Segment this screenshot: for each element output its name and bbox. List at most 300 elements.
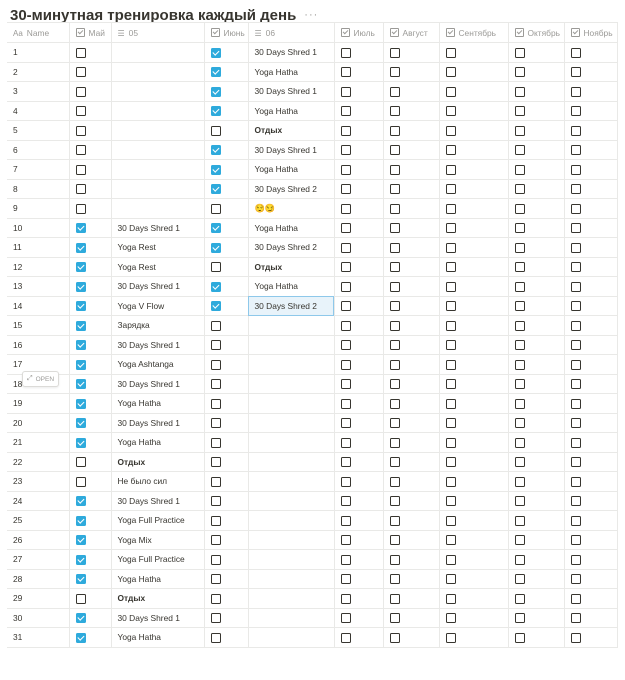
- october-checkbox-cell[interactable]: [508, 62, 564, 82]
- october-checkbox-cell[interactable]: [508, 452, 564, 472]
- row-name-cell[interactable]: [7, 452, 69, 472]
- july-checkbox-cell[interactable]: [334, 491, 383, 511]
- checkbox-unchecked[interactable]: [515, 379, 525, 389]
- checkbox-unchecked[interactable]: [390, 360, 400, 370]
- september-checkbox-cell[interactable]: [439, 335, 508, 355]
- table-row[interactable]: [7, 199, 617, 219]
- may-checkbox-cell[interactable]: [69, 43, 111, 63]
- july-checkbox-cell[interactable]: [334, 433, 383, 453]
- column-header-july[interactable]: Июль: [334, 23, 383, 43]
- november-checkbox-cell[interactable]: [564, 257, 617, 277]
- checkbox-unchecked[interactable]: [211, 535, 221, 545]
- checkbox-checked[interactable]: [76, 379, 86, 389]
- checkbox-unchecked[interactable]: [341, 418, 351, 428]
- august-checkbox-cell[interactable]: [383, 316, 439, 336]
- checkbox-unchecked[interactable]: [341, 48, 351, 58]
- june-workout-cell[interactable]: [248, 374, 334, 394]
- checkbox-unchecked[interactable]: [571, 223, 581, 233]
- checkbox-unchecked[interactable]: [571, 87, 581, 97]
- checkbox-unchecked[interactable]: [390, 418, 400, 428]
- may-workout-cell[interactable]: [111, 199, 204, 219]
- august-checkbox-cell[interactable]: [383, 550, 439, 570]
- checkbox-checked[interactable]: [211, 87, 221, 97]
- checkbox-unchecked[interactable]: [515, 574, 525, 584]
- september-checkbox-cell[interactable]: [439, 82, 508, 102]
- july-checkbox-cell[interactable]: [334, 296, 383, 316]
- checkbox-unchecked[interactable]: [515, 516, 525, 526]
- november-checkbox-cell[interactable]: [564, 82, 617, 102]
- september-checkbox-cell[interactable]: [439, 140, 508, 160]
- checkbox-checked[interactable]: [211, 282, 221, 292]
- august-checkbox-cell[interactable]: [383, 277, 439, 297]
- column-header-october[interactable]: Октябрь: [508, 23, 564, 43]
- june-workout-cell[interactable]: [248, 62, 334, 82]
- checkbox-unchecked[interactable]: [76, 48, 86, 58]
- checkbox-checked[interactable]: [76, 243, 86, 253]
- checkbox-unchecked[interactable]: [446, 282, 456, 292]
- checkbox-unchecked[interactable]: [446, 184, 456, 194]
- june-checkbox-cell[interactable]: [204, 374, 248, 394]
- checkbox-unchecked[interactable]: [211, 321, 221, 331]
- checkbox-unchecked[interactable]: [571, 321, 581, 331]
- may-checkbox-cell[interactable]: [69, 277, 111, 297]
- checkbox-unchecked[interactable]: [341, 262, 351, 272]
- table-row[interactable]: [7, 277, 617, 297]
- checkbox-unchecked[interactable]: [446, 321, 456, 331]
- column-header-may[interactable]: Май: [69, 23, 111, 43]
- august-checkbox-cell[interactable]: [383, 82, 439, 102]
- checkbox-unchecked[interactable]: [515, 223, 525, 233]
- september-checkbox-cell[interactable]: [439, 160, 508, 180]
- october-checkbox-cell[interactable]: [508, 316, 564, 336]
- june-workout-cell[interactable]: [248, 238, 334, 258]
- table-row[interactable]: [7, 238, 617, 258]
- august-checkbox-cell[interactable]: [383, 472, 439, 492]
- july-checkbox-cell[interactable]: [334, 530, 383, 550]
- checkbox-unchecked[interactable]: [211, 594, 221, 604]
- checkbox-unchecked[interactable]: [446, 87, 456, 97]
- september-checkbox-cell[interactable]: [439, 199, 508, 219]
- checkbox-unchecked[interactable]: [390, 496, 400, 506]
- june-workout-cell[interactable]: [248, 472, 334, 492]
- checkbox-unchecked[interactable]: [515, 145, 525, 155]
- may-workout-cell[interactable]: [111, 491, 204, 511]
- november-checkbox-cell[interactable]: [564, 121, 617, 141]
- june-checkbox-cell[interactable]: [204, 589, 248, 609]
- september-checkbox-cell[interactable]: [439, 316, 508, 336]
- checkbox-unchecked[interactable]: [341, 165, 351, 175]
- september-checkbox-cell[interactable]: [439, 238, 508, 258]
- table-row[interactable]: [7, 257, 617, 277]
- checkbox-unchecked[interactable]: [76, 204, 86, 214]
- may-checkbox-cell[interactable]: [69, 374, 111, 394]
- checkbox-unchecked[interactable]: [446, 48, 456, 58]
- checkbox-unchecked[interactable]: [515, 48, 525, 58]
- checkbox-unchecked[interactable]: [390, 340, 400, 350]
- checkbox-unchecked[interactable]: [211, 204, 221, 214]
- june-checkbox-cell[interactable]: [204, 316, 248, 336]
- july-checkbox-cell[interactable]: [334, 472, 383, 492]
- june-workout-cell[interactable]: [248, 413, 334, 433]
- november-checkbox-cell[interactable]: [564, 550, 617, 570]
- june-checkbox-cell[interactable]: [204, 335, 248, 355]
- checkbox-unchecked[interactable]: [446, 204, 456, 214]
- november-checkbox-cell[interactable]: [564, 628, 617, 648]
- may-workout-cell[interactable]: [111, 218, 204, 238]
- column-header-name[interactable]: Aa Name: [7, 23, 69, 43]
- checkbox-unchecked[interactable]: [341, 106, 351, 116]
- october-checkbox-cell[interactable]: [508, 608, 564, 628]
- checkbox-unchecked[interactable]: [390, 301, 400, 311]
- october-checkbox-cell[interactable]: [508, 433, 564, 453]
- june-workout-cell[interactable]: [248, 101, 334, 121]
- june-checkbox-cell[interactable]: [204, 433, 248, 453]
- checkbox-unchecked[interactable]: [515, 262, 525, 272]
- july-checkbox-cell[interactable]: [334, 82, 383, 102]
- may-checkbox-cell[interactable]: [69, 550, 111, 570]
- checkbox-unchecked[interactable]: [341, 145, 351, 155]
- row-name-cell[interactable]: [7, 316, 69, 336]
- row-name-cell[interactable]: [7, 628, 69, 648]
- checkbox-unchecked[interactable]: [571, 438, 581, 448]
- checkbox-unchecked[interactable]: [446, 67, 456, 77]
- june-workout-cell[interactable]: [248, 491, 334, 511]
- september-checkbox-cell[interactable]: [439, 43, 508, 63]
- october-checkbox-cell[interactable]: [508, 257, 564, 277]
- june-checkbox-cell[interactable]: [204, 199, 248, 219]
- checkbox-unchecked[interactable]: [211, 360, 221, 370]
- november-checkbox-cell[interactable]: [564, 101, 617, 121]
- checkbox-unchecked[interactable]: [446, 633, 456, 643]
- checkbox-unchecked[interactable]: [446, 535, 456, 545]
- july-checkbox-cell[interactable]: [334, 394, 383, 414]
- august-checkbox-cell[interactable]: [383, 121, 439, 141]
- checkbox-unchecked[interactable]: [390, 48, 400, 58]
- may-workout-cell[interactable]: [111, 530, 204, 550]
- august-checkbox-cell[interactable]: [383, 101, 439, 121]
- row-name-cell[interactable]: [7, 394, 69, 414]
- checkbox-unchecked[interactable]: [571, 126, 581, 136]
- table-row[interactable]: [7, 452, 617, 472]
- row-name-cell[interactable]: [7, 160, 69, 180]
- checkbox-checked[interactable]: [76, 633, 86, 643]
- checkbox-unchecked[interactable]: [390, 145, 400, 155]
- november-checkbox-cell[interactable]: [564, 452, 617, 472]
- may-workout-cell[interactable]: [111, 355, 204, 375]
- row-name-cell[interactable]: [7, 433, 69, 453]
- september-checkbox-cell[interactable]: [439, 218, 508, 238]
- checkbox-unchecked[interactable]: [341, 184, 351, 194]
- checkbox-checked[interactable]: [76, 223, 86, 233]
- september-checkbox-cell[interactable]: [439, 569, 508, 589]
- may-workout-cell[interactable]: [111, 82, 204, 102]
- august-checkbox-cell[interactable]: [383, 433, 439, 453]
- checkbox-checked[interactable]: [211, 67, 221, 77]
- checkbox-unchecked[interactable]: [571, 360, 581, 370]
- checkbox-unchecked[interactable]: [446, 340, 456, 350]
- table-row[interactable]: [7, 82, 617, 102]
- checkbox-unchecked[interactable]: [390, 379, 400, 389]
- checkbox-unchecked[interactable]: [571, 106, 581, 116]
- checkbox-unchecked[interactable]: [571, 301, 581, 311]
- november-checkbox-cell[interactable]: [564, 569, 617, 589]
- checkbox-unchecked[interactable]: [390, 321, 400, 331]
- september-checkbox-cell[interactable]: [439, 121, 508, 141]
- column-header-november[interactable]: Ноябрь: [564, 23, 617, 43]
- checkbox-unchecked[interactable]: [446, 457, 456, 467]
- september-checkbox-cell[interactable]: [439, 608, 508, 628]
- june-checkbox-cell[interactable]: [204, 43, 248, 63]
- may-checkbox-cell[interactable]: [69, 257, 111, 277]
- june-workout-cell[interactable]: [248, 628, 334, 648]
- june-checkbox-cell[interactable]: [204, 296, 248, 316]
- august-checkbox-cell[interactable]: [383, 140, 439, 160]
- checkbox-checked[interactable]: [76, 399, 86, 409]
- checkbox-unchecked[interactable]: [390, 438, 400, 448]
- column-header-june[interactable]: Июнь: [204, 23, 248, 43]
- july-checkbox-cell[interactable]: [334, 121, 383, 141]
- checkbox-unchecked[interactable]: [211, 555, 221, 565]
- checkbox-unchecked[interactable]: [341, 633, 351, 643]
- checkbox-checked[interactable]: [76, 574, 86, 584]
- table-row[interactable]: [7, 296, 617, 316]
- row-name-cell[interactable]: [7, 335, 69, 355]
- september-checkbox-cell[interactable]: [439, 101, 508, 121]
- may-workout-cell[interactable]: [111, 569, 204, 589]
- checkbox-checked[interactable]: [76, 282, 86, 292]
- checkbox-unchecked[interactable]: [446, 379, 456, 389]
- july-checkbox-cell[interactable]: [334, 62, 383, 82]
- may-checkbox-cell[interactable]: [69, 452, 111, 472]
- october-checkbox-cell[interactable]: [508, 101, 564, 121]
- september-checkbox-cell[interactable]: [439, 413, 508, 433]
- october-checkbox-cell[interactable]: [508, 491, 564, 511]
- june-workout-cell[interactable]: [248, 608, 334, 628]
- checkbox-unchecked[interactable]: [341, 67, 351, 77]
- october-checkbox-cell[interactable]: [508, 179, 564, 199]
- may-workout-cell[interactable]: [111, 179, 204, 199]
- column-header-05[interactable]: ☰ 05: [111, 23, 204, 43]
- checkbox-unchecked[interactable]: [571, 477, 581, 487]
- november-checkbox-cell[interactable]: [564, 296, 617, 316]
- checkbox-unchecked[interactable]: [341, 535, 351, 545]
- june-checkbox-cell[interactable]: [204, 530, 248, 550]
- august-checkbox-cell[interactable]: [383, 62, 439, 82]
- checkbox-unchecked[interactable]: [446, 477, 456, 487]
- checkbox-unchecked[interactable]: [211, 126, 221, 136]
- checkbox-unchecked[interactable]: [571, 340, 581, 350]
- checkbox-unchecked[interactable]: [211, 262, 221, 272]
- june-checkbox-cell[interactable]: [204, 160, 248, 180]
- checkbox-unchecked[interactable]: [341, 457, 351, 467]
- june-workout-cell[interactable]: [248, 550, 334, 570]
- checkbox-unchecked[interactable]: [390, 555, 400, 565]
- june-checkbox-cell[interactable]: [204, 355, 248, 375]
- may-workout-cell[interactable]: [111, 43, 204, 63]
- checkbox-unchecked[interactable]: [390, 87, 400, 97]
- row-name-cell[interactable]: [7, 491, 69, 511]
- checkbox-unchecked[interactable]: [390, 633, 400, 643]
- august-checkbox-cell[interactable]: [383, 530, 439, 550]
- june-checkbox-cell[interactable]: [204, 608, 248, 628]
- october-checkbox-cell[interactable]: [508, 43, 564, 63]
- october-checkbox-cell[interactable]: [508, 530, 564, 550]
- june-checkbox-cell[interactable]: [204, 82, 248, 102]
- july-checkbox-cell[interactable]: [334, 277, 383, 297]
- august-checkbox-cell[interactable]: [383, 374, 439, 394]
- june-workout-cell[interactable]: [248, 433, 334, 453]
- checkbox-unchecked[interactable]: [446, 301, 456, 311]
- checkbox-unchecked[interactable]: [390, 165, 400, 175]
- checkbox-unchecked[interactable]: [390, 184, 400, 194]
- table-row[interactable]: [7, 43, 617, 63]
- june-checkbox-cell[interactable]: [204, 511, 248, 531]
- may-workout-cell[interactable]: [111, 335, 204, 355]
- november-checkbox-cell[interactable]: [564, 218, 617, 238]
- august-checkbox-cell[interactable]: [383, 452, 439, 472]
- checkbox-unchecked[interactable]: [390, 106, 400, 116]
- october-checkbox-cell[interactable]: [508, 296, 564, 316]
- checkbox-unchecked[interactable]: [446, 555, 456, 565]
- checkbox-unchecked[interactable]: [515, 399, 525, 409]
- july-checkbox-cell[interactable]: [334, 101, 383, 121]
- october-checkbox-cell[interactable]: [508, 82, 564, 102]
- november-checkbox-cell[interactable]: [564, 316, 617, 336]
- august-checkbox-cell[interactable]: [383, 179, 439, 199]
- checkbox-unchecked[interactable]: [571, 594, 581, 604]
- november-checkbox-cell[interactable]: [564, 160, 617, 180]
- october-checkbox-cell[interactable]: [508, 160, 564, 180]
- checkbox-unchecked[interactable]: [446, 262, 456, 272]
- august-checkbox-cell[interactable]: [383, 199, 439, 219]
- checkbox-unchecked[interactable]: [515, 438, 525, 448]
- july-checkbox-cell[interactable]: [334, 43, 383, 63]
- checkbox-unchecked[interactable]: [446, 516, 456, 526]
- july-checkbox-cell[interactable]: [334, 140, 383, 160]
- checkbox-unchecked[interactable]: [211, 379, 221, 389]
- september-checkbox-cell[interactable]: [439, 530, 508, 550]
- row-name-cell[interactable]: [7, 43, 69, 63]
- august-checkbox-cell[interactable]: [383, 413, 439, 433]
- checkbox-unchecked[interactable]: [515, 496, 525, 506]
- table-row[interactable]: [7, 511, 617, 531]
- checkbox-unchecked[interactable]: [571, 379, 581, 389]
- may-checkbox-cell[interactable]: [69, 316, 111, 336]
- table-row[interactable]: [7, 608, 617, 628]
- checkbox-unchecked[interactable]: [515, 301, 525, 311]
- june-workout-cell[interactable]: [248, 218, 334, 238]
- checkbox-unchecked[interactable]: [515, 106, 525, 116]
- june-workout-cell[interactable]: [248, 257, 334, 277]
- july-checkbox-cell[interactable]: [334, 608, 383, 628]
- checkbox-checked[interactable]: [76, 496, 86, 506]
- november-checkbox-cell[interactable]: [564, 530, 617, 550]
- table-row[interactable]: [7, 394, 617, 414]
- checkbox-unchecked[interactable]: [76, 165, 86, 175]
- table-row[interactable]: [7, 101, 617, 121]
- september-checkbox-cell[interactable]: [439, 452, 508, 472]
- august-checkbox-cell[interactable]: [383, 238, 439, 258]
- may-workout-cell[interactable]: [111, 62, 204, 82]
- july-checkbox-cell[interactable]: [334, 550, 383, 570]
- may-checkbox-cell[interactable]: [69, 140, 111, 160]
- september-checkbox-cell[interactable]: [439, 257, 508, 277]
- checkbox-checked[interactable]: [211, 48, 221, 58]
- row-name-cell[interactable]: [7, 101, 69, 121]
- may-checkbox-cell[interactable]: [69, 335, 111, 355]
- november-checkbox-cell[interactable]: [564, 335, 617, 355]
- may-checkbox-cell[interactable]: [69, 218, 111, 238]
- checkbox-unchecked[interactable]: [341, 126, 351, 136]
- may-checkbox-cell[interactable]: [69, 160, 111, 180]
- june-workout-cell[interactable]: [248, 160, 334, 180]
- checkbox-unchecked[interactable]: [571, 496, 581, 506]
- september-checkbox-cell[interactable]: [439, 394, 508, 414]
- checkbox-unchecked[interactable]: [341, 613, 351, 623]
- checkbox-unchecked[interactable]: [390, 204, 400, 214]
- november-checkbox-cell[interactable]: [564, 374, 617, 394]
- august-checkbox-cell[interactable]: [383, 511, 439, 531]
- checkbox-unchecked[interactable]: [390, 262, 400, 272]
- may-workout-cell[interactable]: [111, 257, 204, 277]
- may-checkbox-cell[interactable]: [69, 589, 111, 609]
- may-checkbox-cell[interactable]: [69, 394, 111, 414]
- august-checkbox-cell[interactable]: [383, 296, 439, 316]
- table-row[interactable]: [7, 472, 617, 492]
- checkbox-unchecked[interactable]: [515, 613, 525, 623]
- september-checkbox-cell[interactable]: [439, 511, 508, 531]
- september-checkbox-cell[interactable]: [439, 179, 508, 199]
- checkbox-unchecked[interactable]: [341, 321, 351, 331]
- table-row[interactable]: [7, 530, 617, 550]
- checkbox-unchecked[interactable]: [446, 438, 456, 448]
- checkbox-unchecked[interactable]: [341, 243, 351, 253]
- may-workout-cell[interactable]: [111, 433, 204, 453]
- june-checkbox-cell[interactable]: [204, 101, 248, 121]
- row-name-cell[interactable]: [7, 589, 69, 609]
- table-row[interactable]: [7, 160, 617, 180]
- checkbox-unchecked[interactable]: [390, 516, 400, 526]
- table-row[interactable]: [7, 62, 617, 82]
- may-workout-cell[interactable]: [111, 374, 204, 394]
- september-checkbox-cell[interactable]: [439, 296, 508, 316]
- june-workout-cell[interactable]: [248, 43, 334, 63]
- checkbox-unchecked[interactable]: [571, 574, 581, 584]
- checkbox-checked[interactable]: [211, 145, 221, 155]
- checkbox-unchecked[interactable]: [390, 574, 400, 584]
- june-workout-cell[interactable]: [248, 335, 334, 355]
- checkbox-checked[interactable]: [211, 184, 221, 194]
- november-checkbox-cell[interactable]: [564, 491, 617, 511]
- june-checkbox-cell[interactable]: [204, 218, 248, 238]
- checkbox-unchecked[interactable]: [341, 574, 351, 584]
- checkbox-checked[interactable]: [76, 438, 86, 448]
- checkbox-unchecked[interactable]: [571, 243, 581, 253]
- checkbox-unchecked[interactable]: [341, 516, 351, 526]
- checkbox-unchecked[interactable]: [571, 145, 581, 155]
- checkbox-unchecked[interactable]: [341, 301, 351, 311]
- september-checkbox-cell[interactable]: [439, 589, 508, 609]
- october-checkbox-cell[interactable]: [508, 218, 564, 238]
- checkbox-checked[interactable]: [211, 106, 221, 116]
- checkbox-unchecked[interactable]: [571, 67, 581, 77]
- october-checkbox-cell[interactable]: [508, 550, 564, 570]
- table-row[interactable]: [7, 628, 617, 648]
- checkbox-unchecked[interactable]: [341, 594, 351, 604]
- may-checkbox-cell[interactable]: [69, 608, 111, 628]
- checkbox-checked[interactable]: [211, 223, 221, 233]
- checkbox-unchecked[interactable]: [390, 594, 400, 604]
